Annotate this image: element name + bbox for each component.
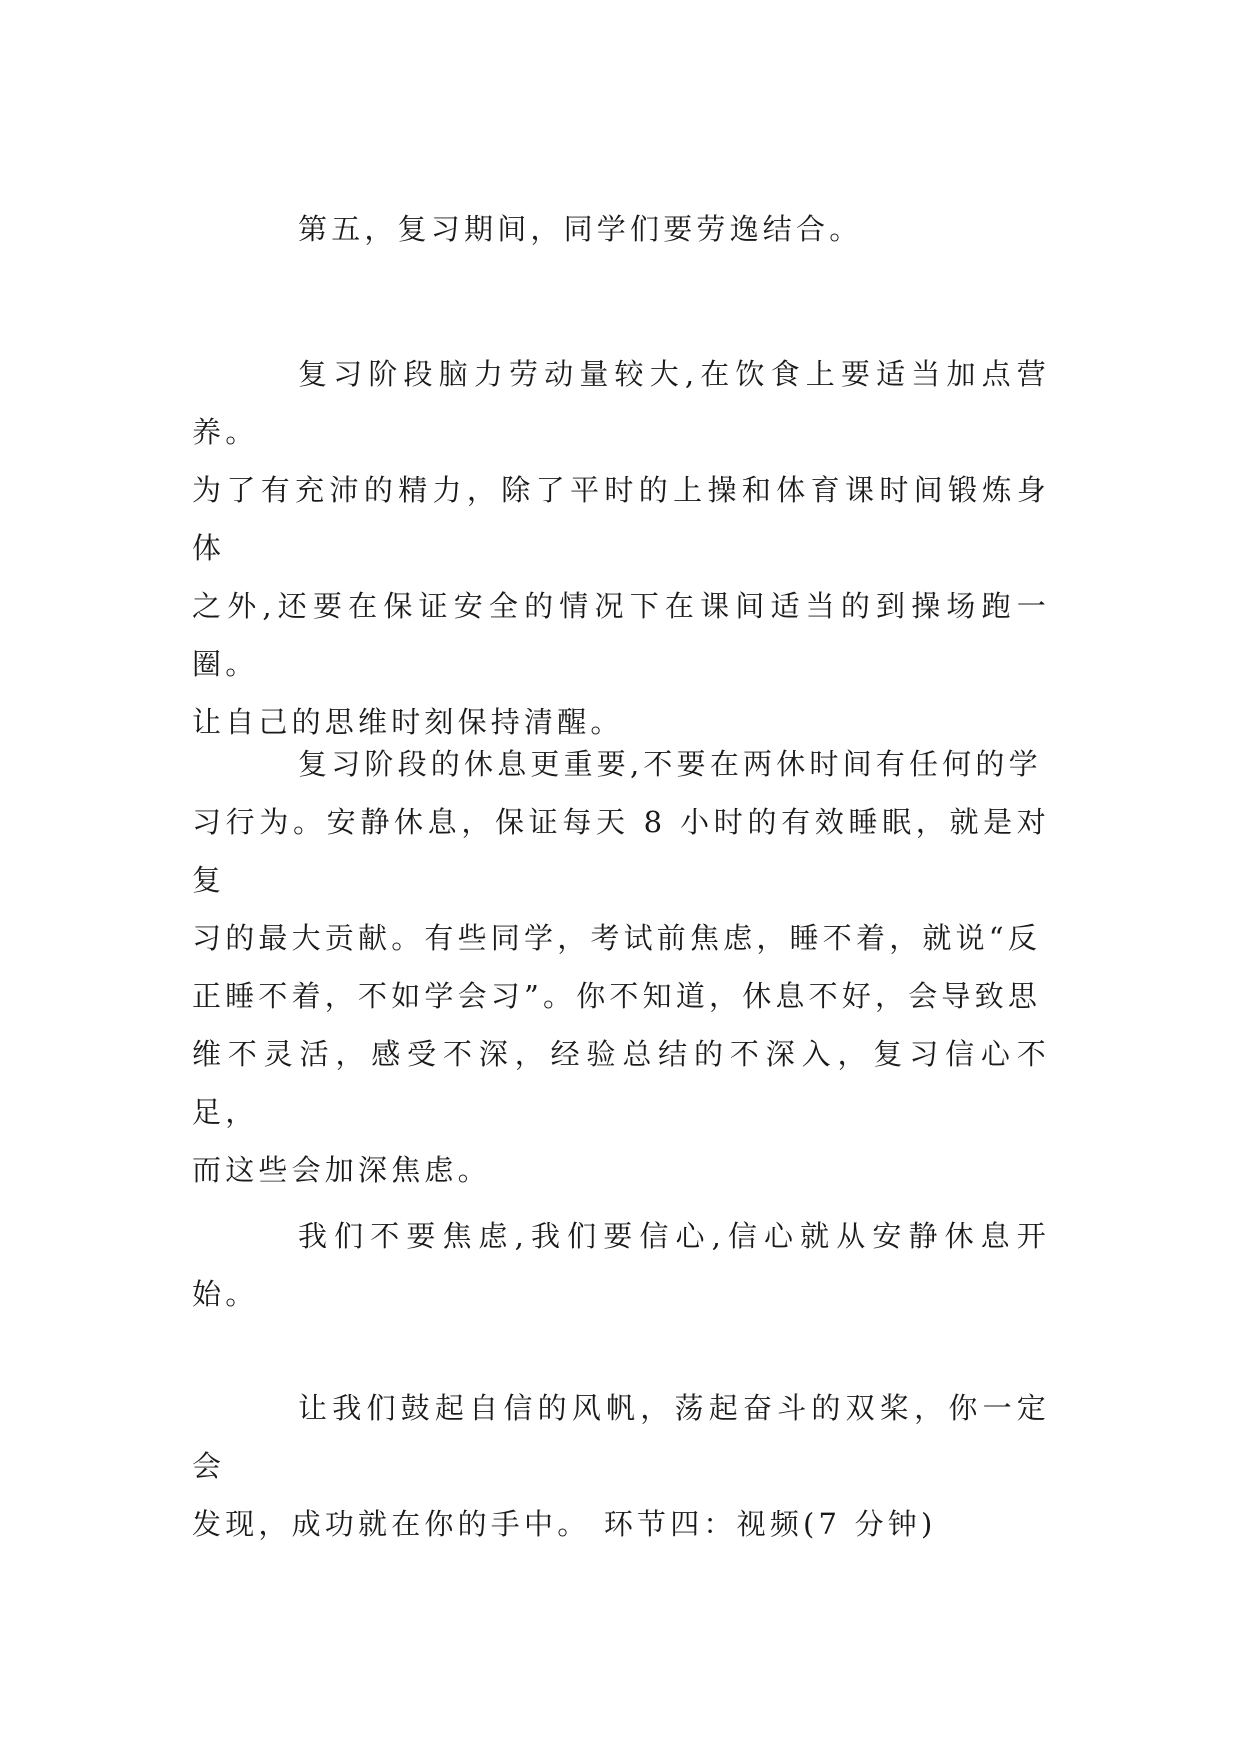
- text-line: 复习阶段的休息更重要,不要在两休时间有任何的学: [298, 747, 1042, 781]
- paragraph-4: [192, 1207, 1050, 1323]
- text-line: 之外,还要在保证安全的情况下在课间适当的到操场跑一圈。: [192, 589, 1050, 681]
- text-line: 让我们鼓起自信的风帆，荡起奋斗的双桨，你一定会: [192, 1391, 1050, 1483]
- paragraph-1: [192, 200, 1050, 258]
- text-line: 习的最大贡献。有些同学，考试前焦虑，睡不着，就说“反: [192, 921, 1042, 955]
- text-line: 正睡不着，不如学会习”。你不知道，休息不好，会导致思: [192, 979, 1042, 1013]
- text-line: 第五，复习期间，同学们要劳逸结合。: [298, 212, 863, 246]
- text-line: 我们不要焦虑,我们要信心,信心就从安静休息开始。: [192, 1219, 1050, 1311]
- text-line: 发现，成功就在你的手中。 环节四：视频(7 分钟): [192, 1507, 937, 1541]
- text-line: 复习阶段脑力劳动量较大,在饮食上要适当加点营养。: [192, 357, 1050, 449]
- text-line: 让自己的思维时刻保持清醒。: [192, 705, 624, 739]
- text-line: 习行为。安静休息，保证每天 8 小时的有效睡眠，就是对复: [192, 805, 1050, 897]
- text-line: 维不灵活，感受不深，经验总结的不深入，复习信心不足，: [192, 1037, 1050, 1129]
- paragraph-3: [192, 735, 1050, 1199]
- text-line: 而这些会加深焦虑。: [192, 1153, 491, 1187]
- paragraph-5: [192, 1379, 1050, 1553]
- text-line: 为了有充沛的精力，除了平时的上操和体育课时间锻炼身体: [192, 473, 1050, 565]
- paragraph-2: [192, 345, 1050, 751]
